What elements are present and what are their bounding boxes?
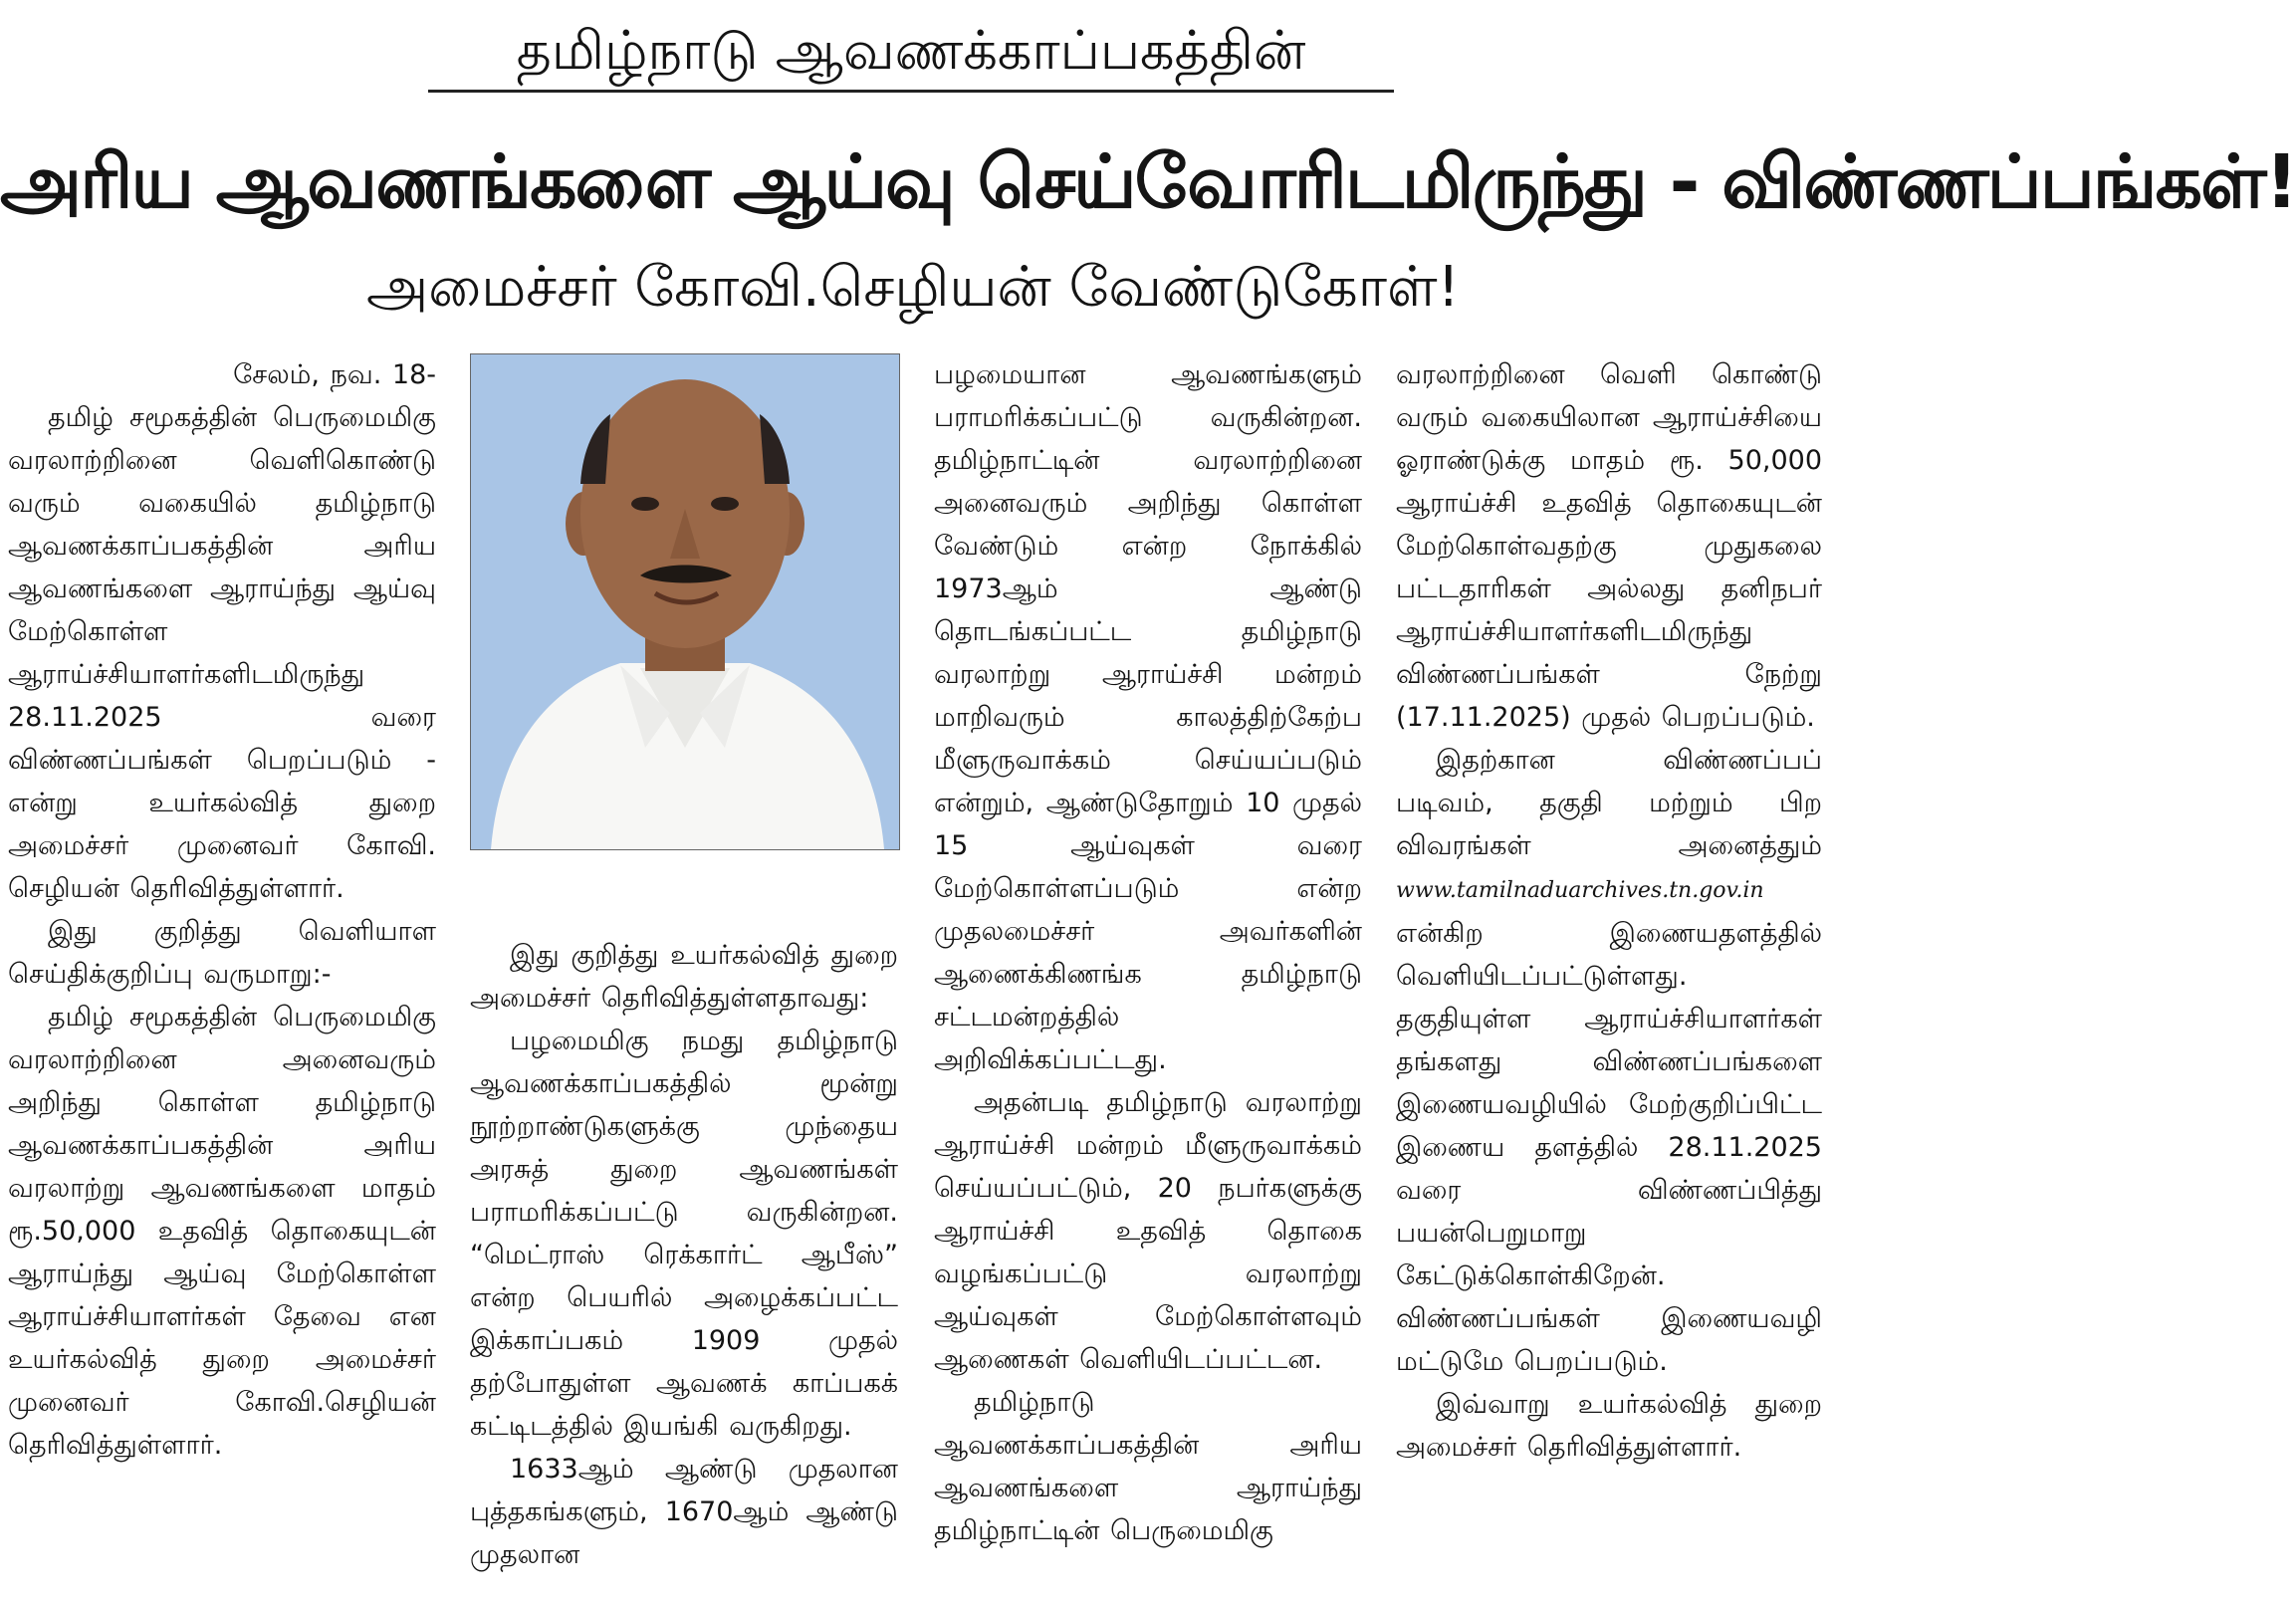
paragraph: பழமைமிகு நமது தமிழ்நாடு ஆவணக்காப்பகத்தில் மூன்று நூற்றாண்டுகளுக்கு முந்தைய அரசுத் துறை ஆவணங்கள் பராமரிக்கப்பட்டு வருகின்றன. “மெட்ராஸ் ரெக்கார்ட் ஆபீஸ்” என்ற பெயரில் அழைக்கப்பட்ட இக்காப்பகம் 1909 முதல் தற்போதுள்ள ஆவணக் காப்பகக் கட்டிடத்தில் இயங்கி வருகிறது. bbox=[470, 1026, 898, 1442]
paragraph: வரலாற்றினை வெளி கொண்டு வரும் வகையிலான ஆராய்ச்சியை ஓராண்டுக்கு மாதம் ரூ. 50,000 ஆராய்ச்சி உதவித் தொகையுடன் மேற்கொள்வதற்கு முதுகலை பட்டதாரிகள் அல்லது தனிநபர் ஆராய்ச்சியாளர்களிடமிருந்து விண்ணப்பங்கள் நேற்று (17.11.2025) முதல் பெறப்படும். bbox=[1396, 359, 1822, 733]
paragraph-text: என்கிற இணையதளத்தில் வெளியிடப்பட்டுள்ளது. தகுதியுள்ள ஆராய்ச்சியாளர்கள் தங்களது விண்ணப்பங்களை இணையவழியில் மேற்குறிப்பிட்ட இணைய தளத்தில் 28.11.2025 வரை விண்ணப்பித்து பயன்பெறுமாறு கேட்டுக்கொள்கிறேன். விண்ணப்பங்கள் இணையவழி மட்டுமே பெறப்படும். bbox=[1396, 918, 1822, 1377]
dateline: சேலம், நவ. 18- bbox=[233, 359, 436, 390]
paragraph: அதன்படி தமிழ்நாடு வரலாற்று ஆராய்ச்சி மன்றம் மீளுருவாக்கம் செய்யப்பட்டும், 20 நபர்களுக்கு ஆராய்ச்சி உதவித் தொகை வழங்கப்பட்டு வரலாற்று ஆய்வுகள் மேற்கொள்ளவும் ஆணைகள் வெளியிடப்பட்டன. bbox=[934, 1087, 1362, 1375]
paragraph: இது குறித்து வெளியாள செய்திக்குறிப்பு வருமாறு:- bbox=[8, 916, 436, 990]
kicker-heading: தமிழ்நாடு ஆவணக்காப்பகத்தின் bbox=[428, 12, 1394, 93]
website-link[interactable]: www.tamilnaduarchives.tn.gov.in bbox=[1396, 878, 1764, 903]
paragraph: பழமையான ஆவணங்களும் பராமரிக்கப்பட்டு வருகின்றன. தமிழ்நாட்டின் வரலாற்றினை அனைவரும் அறிந்து கொள்ள வேண்டும் என்ற நோக்கில் 1973ஆம் ஆண்டு தொடங்கப்பட்ட தமிழ்நாடு வரலாற்று ஆராய்ச்சி மன்றம் மாறிவரும் காலத்திற்கேற்ப மீளுருவாக்கம் செய்யப்படும் என்றும், ஆண்டுதோறும் 10 முதல் 15 ஆய்வுகள் வரை மேற்கொள்ளப்படும் என்ற முதலமைச்சர் அவர்களின் ஆணைக்கிணங்க தமிழ்நாடு சட்டமன்றத்தில் அறிவிக்கப்பட்டது. bbox=[934, 359, 1362, 1075]
main-headline: அரிய ஆவணங்களை ஆய்வு செய்வோரிடமிருந்து - விண்ணப்பங்கள்! bbox=[0, 139, 2296, 225]
article-column-4 bbox=[1396, 353, 1822, 1469]
paragraph bbox=[1396, 739, 1822, 1383]
minister-photo bbox=[470, 353, 900, 850]
paragraph: தமிழ் சமூகத்தின் பெருமைமிகு வரலாற்றினை அனைவரும் அறிந்து கொள்ள தமிழ்நாடு ஆவணக்காப்பகத்தின் அரிய வரலாற்று ஆவணங்களை மாதம் ரூ.50,000 உதவித் தொகையுடன் ஆராய்ந்து ஆய்வு மேற்கொள்ள ஆராய்ச்சியாளர்கள் தேவை என உயர்கல்வித் துறை அமைச்சர் முனைவர் கோவி.செழியன் தெரிவித்துள்ளார். bbox=[8, 1002, 436, 1461]
article-column-3 bbox=[934, 353, 1362, 1552]
article-column-2 bbox=[470, 934, 898, 1576]
paragraph: இவ்வாறு உயர்கல்வித் துறை அமைச்சர் தெரிவித்துள்ளார். bbox=[1396, 1389, 1822, 1463]
portrait-illustration bbox=[471, 354, 899, 849]
paragraph: தமிழ் சமூகத்தின் பெருமைமிகு வரலாற்றினை வெளிகொண்டு வரும் வகையில் தமிழ்நாடு ஆவணக்காப்பகத்தின் அரிய ஆவணங்களை ஆராய்ந்து ஆய்வு மேற்கொள்ள ஆராய்ச்சியாளர்களிடமிருந்து 28.11.2025 வரை விண்ணப்பங்கள் பெறப்படும் - என்று உயர்கல்வித் துறை அமைச்சர் முனைவர் கோவி. செழியன் தெரிவித்துள்ளார். bbox=[8, 402, 436, 904]
paragraph: 1633ஆம் ஆண்டு முதலான புத்தகங்களும், 1670ஆம் ஆண்டு முதலான bbox=[470, 1454, 898, 1570]
sub-headline: அமைச்சர் கோவி.செழியன் வேண்டுகோள்! bbox=[366, 255, 1460, 320]
paragraph: இது குறித்து உயர்கல்வித் துறை அமைச்சர் தெரிவித்துள்ளதாவது: bbox=[470, 940, 898, 1014]
paragraph: தமிழ்நாடு ஆவணக்காப்பகத்தின் அரிய ஆவணங்களை ஆராய்ந்து தமிழ்நாட்டின் பெருமைமிகு bbox=[934, 1387, 1362, 1546]
article-column-1 bbox=[8, 353, 436, 1467]
paragraph-text: இதற்கான விண்ணப்பப் படிவம், தகுதி மற்றும் பிற விவரங்கள் அனைத்தும் bbox=[1396, 745, 1822, 861]
